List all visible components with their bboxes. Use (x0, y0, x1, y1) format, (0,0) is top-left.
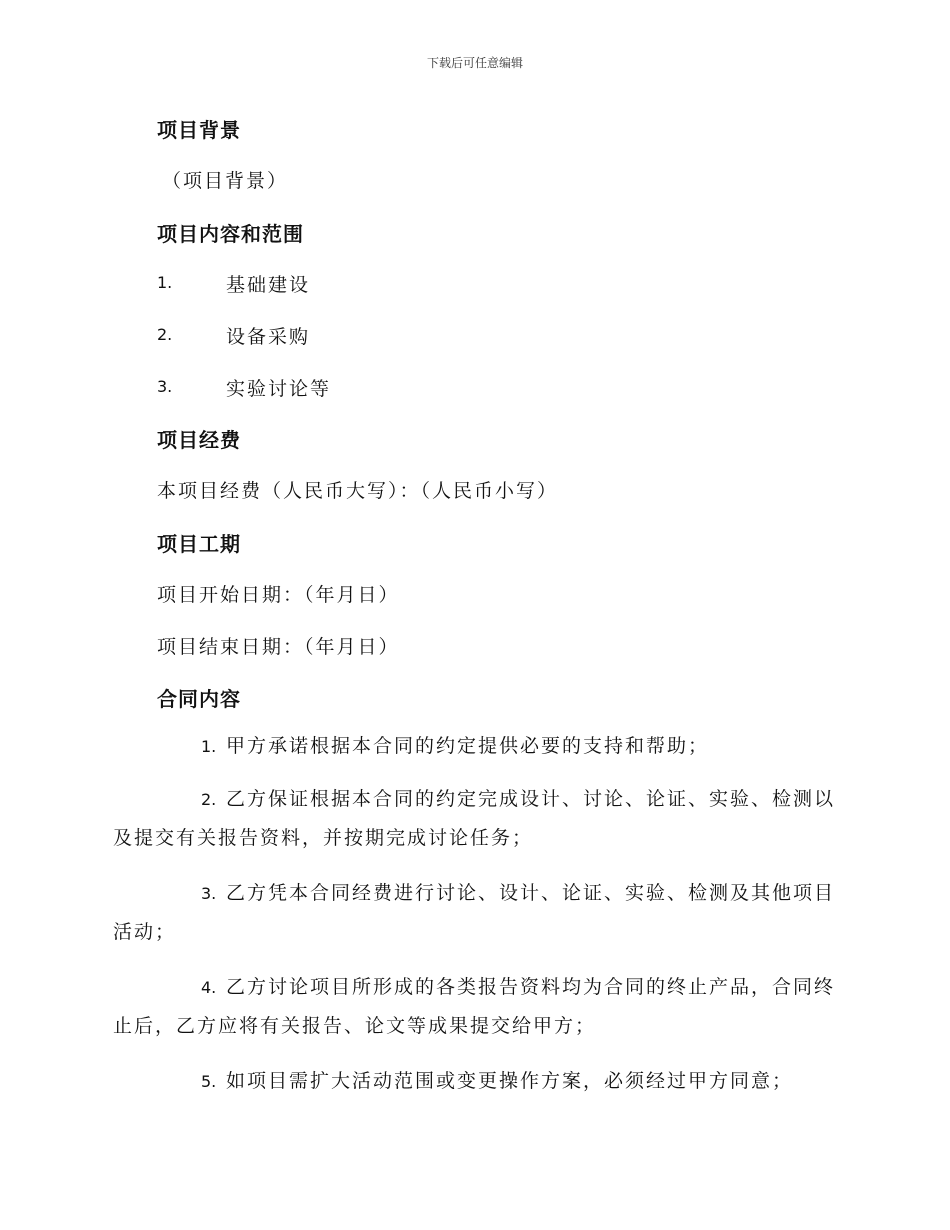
contract-clause-number: 4. (201, 978, 217, 997)
contract-clause-number: 2. (201, 790, 217, 809)
contract-clause-number: 5. (201, 1072, 217, 1091)
scope-item-number: 1. (157, 273, 173, 292)
contract-clause (113, 968, 835, 1045)
section-title-scope: 项目内容和范围 (157, 222, 304, 246)
contract-clause-text: 甲方承诺根据本合同的约定提供必要的支持和帮助； (226, 735, 710, 757)
contract-clause-number: 1. (201, 737, 217, 756)
scope-item-number: 2. (157, 325, 173, 344)
contract-clause-text: 如项目需扩大活动范围或变更操作方案，必须经过甲方同意； (226, 1070, 794, 1092)
section-title-contract: 合同内容 (157, 687, 241, 711)
background-placeholder: （项目背景） (162, 170, 289, 192)
page-header-note: 下载后可任意编辑 (426, 56, 523, 70)
contract-clause (113, 1062, 835, 1101)
schedule-end-date: 项目结束日期：（年月日） (157, 636, 400, 658)
contract-clause-number: 3. (201, 884, 217, 903)
contract-clause (113, 780, 835, 857)
contract-clause (113, 727, 835, 766)
section-title-background: 项目背景 (157, 118, 241, 142)
section-title-funding: 项目经费 (157, 428, 241, 452)
scope-item-text: 基础建设 (226, 274, 311, 296)
scope-item-text: 设备采购 (226, 326, 311, 348)
contract-clause-text: 乙方保证根据本合同的约定完成设计、讨论、论证、实验、检测以及提交有关报告资料，并按期完成讨论任务； (113, 788, 836, 849)
section-title-schedule: 项目工期 (157, 532, 241, 556)
scope-item-number: 3. (157, 377, 173, 396)
contract-clause-text: 乙方凭本合同经费进行讨论、设计、论证、实验、检测及其他项目活动； (113, 882, 836, 943)
schedule-start-date: 项目开始日期：（年月日） (157, 584, 400, 606)
contract-clause-text: 乙方讨论项目所形成的各类报告资料均为合同的终止产品，合同终止后，乙方应将有关报告、论文等成果提交给甲方； (113, 976, 836, 1037)
contract-clause (113, 874, 835, 951)
funding-line: 本项目经费（人民币大写）：（人民币小写） (157, 480, 559, 502)
scope-item-text: 实验讨论等 (226, 378, 332, 400)
